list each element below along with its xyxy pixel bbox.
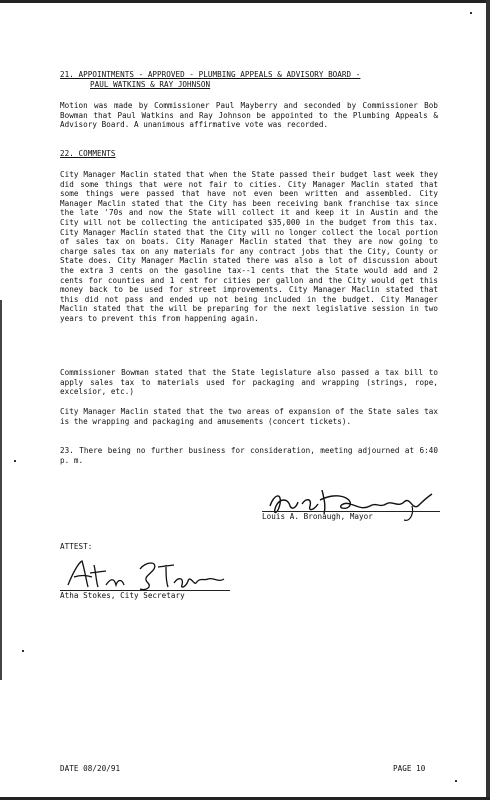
comments-paragraph-3: City Manager Maclin stated that the two areas of expansion of the State sales tax is the wrapping and packaging and amusements (concert tickets). [60,407,438,426]
item-21-heading [60,70,460,89]
city-secretary-name: Atha Stokes, City Secretary [60,591,185,600]
scan-border-top [0,0,490,3]
mayor-name: Louis A. Bronaugh, Mayor [262,512,373,521]
scan-border-left-mark [0,300,2,680]
scan-speck [14,460,16,462]
scan-speck [470,12,472,14]
item-22-heading: 22. COMMENTS [60,149,116,158]
footer-date: DATE 08/20/91 [60,764,121,773]
comments-paragraph-2: Commissioner Bowman stated that the State legislature also passed a tax bill to apply sales tax to materials used for packaging and wrapping (strings, rope, excelsior, etc.) [60,368,438,397]
item-21-heading-line2: PAUL WATKINS & RAY JOHNSON [90,79,211,89]
scan-speck [455,780,457,782]
scan-border-right [486,0,490,800]
comments-paragraph-1: City Manager Maclin stated that when the State passed their budget last week they did some things that were not fair to cities. City Manager Maclin stated that some things were passed that have not even been written and assembled. City Manager Maclin stated that the City has been receiving bank franchise tax since the late '70s and now the State will collect it and keep it in Austin and the City will not be collecting the anticipated $35,000 in the budget from this tax. City Manager Maclin stated that the City will no longer collect the local portion of sales tax on boats. City Manager Maclin stated that they are now going to charge sales tax on any materials for any contract jobs that the City, County or State does. City Manager Maclin stated there was also a lot of discussion about the extra 3 cents on the gasoline tax--1 cents that the State would add and 2 cents for counties and 1 cent for cities per gallon and the City would get this money back to be used for street improvements. City Manager Maclin stated that this did not pass and ended up not being included in the budget. City Manager Maclin stated that the will be preparing for the next legislative session in two years to prevent this from happening again. [60,170,438,323]
item-21-heading-line1: 21. APPOINTMENTS - APPROVED - PLUMBING APPEALS & ADVISORY BOARD - [60,70,361,79]
footer-page-number: PAGE 10 [393,764,426,773]
scan-speck [22,650,24,652]
appointments-motion-paragraph: Motion was made by Commissioner Paul Mayberry and seconded by Commissioner Bob Bowman that Paul Watkins and Ray Johnson be appointed to the Plumbing Appeals & Advisory Board. A unanimous affirmative vote was recorded. [60,101,438,130]
attest-label: ATTEST: [60,542,93,551]
city-secretary-signature [62,555,232,595]
adjournment-paragraph: 23. There being no further business for consideration, meeting adjourned at 6:40 p. m. [60,446,438,465]
